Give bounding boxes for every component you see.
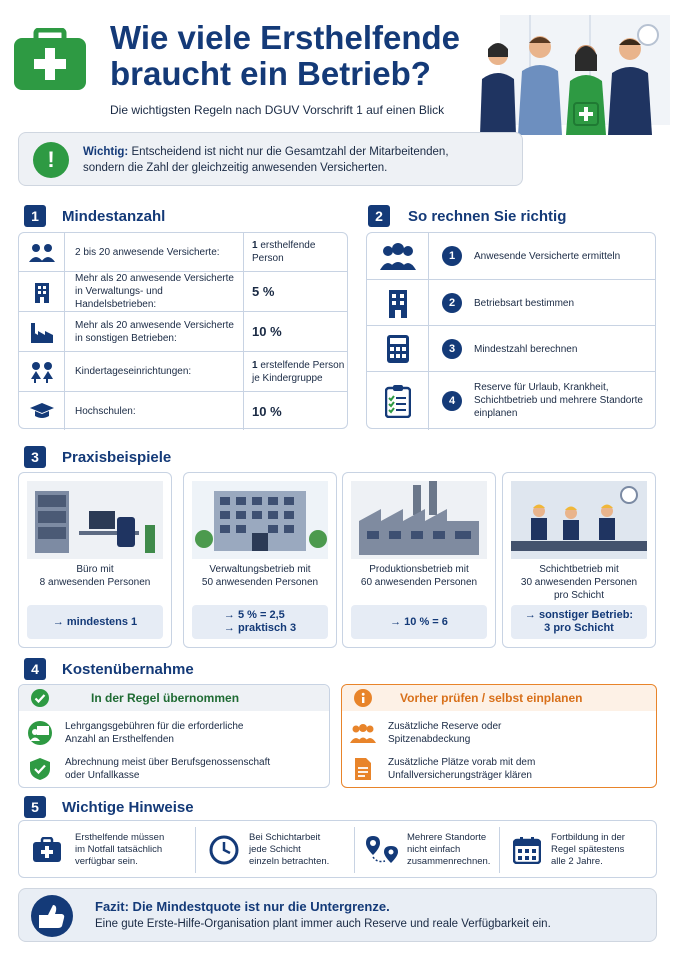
- example-shift-work: Schichtbetrieb mit 30 anwesenden Personen pro Schicht → sonstiger Betrieb: 3 pro Schicht: [502, 472, 656, 648]
- people-illustration: [470, 15, 670, 135]
- info-icon: [342, 689, 384, 707]
- office-illustration: [27, 481, 163, 559]
- list-item: 1 Anwesende Versicherte ermitteln: [367, 233, 655, 279]
- section-4-number: 4: [24, 658, 46, 680]
- first-aid-kit-icon: [19, 837, 75, 863]
- children-icon: [19, 352, 65, 391]
- list-item: Mehrere Standorte nicht einfach zusammenrechnen.: [357, 821, 507, 879]
- table-row: Mehr als 20 anwesende Versicherte in Verwaltungs- und Handelsbetrieben: 5 %: [19, 271, 347, 311]
- list-item: Bei Schichtarbeit jede Schicht einzeln betrachten.: [199, 821, 359, 879]
- administration-building-illustration: [192, 481, 328, 559]
- table-row: Mehr als 20 anwesende Versicherte in sonstigen Betrieben: 10 %: [19, 311, 347, 351]
- table-row: 2 bis 20 anwesende Versicherte: 1 ersthelfende Person: [19, 233, 347, 271]
- check-circle-icon: [19, 689, 61, 707]
- section-5-title: Wichtige Hinweise: [62, 799, 194, 816]
- thumbs-up-icon: [31, 895, 73, 937]
- example-result: → 10 % = 6: [351, 605, 487, 639]
- section-1-title: Mindestanzahl: [62, 208, 166, 225]
- example-result: → mindestens 1: [27, 605, 163, 639]
- conclusion-box: [18, 888, 657, 942]
- hints-box: [18, 820, 657, 878]
- list-item: Fortbildung in der Regel spätestens alle 2 Jahre.: [503, 821, 653, 879]
- minimum-table: [18, 232, 348, 429]
- people-icon: [19, 233, 65, 271]
- calendar-icon: [503, 836, 551, 864]
- graduation-cap-icon: [19, 392, 65, 430]
- check-beforehand-box: Vorher prüfen / selbst einplanen Zusätzliche Reserve oder Spitzenabdeckung Zusätzliche Plätze vorab mit dem Unfallversicherungsträger klären: [341, 684, 657, 788]
- page-title: Wie viele Ersthelfende braucht ein Betrieb?: [110, 19, 460, 92]
- list-item: Lehrgangsgebühren für die erforderliche Anzahl an Ersthelfenden: [19, 715, 329, 751]
- section-1-number: 1: [24, 205, 46, 227]
- section-2-number: 2: [368, 205, 390, 227]
- example-result: → 5 % = 2,5 → praktisch 3: [192, 605, 328, 639]
- section-3-number: 3: [24, 446, 46, 468]
- exclamation-icon: !: [33, 142, 69, 178]
- example-office: Büro mit 8 anwesenden Personen → mindestens 1: [18, 472, 172, 648]
- factory-icon: [19, 312, 65, 351]
- important-notice: ! Wichtig: Entscheidend ist nicht nur die Gesamtzahl der Mitarbeitenden, sondern die Zahl der gleichzeitig anwesenden Versicherten.: [18, 132, 523, 186]
- training-icon: [19, 721, 61, 745]
- list-item: 3 Mindestzahl berechnen: [367, 325, 655, 371]
- office-building-icon: [19, 272, 65, 311]
- notice-label: Wichtig:: [83, 146, 129, 158]
- people-icon: [367, 233, 429, 279]
- conclusion-text: Eine gute Erste-Hilfe-Organisation plant immer auch Reserve und reale Verfügbarkeit ein.: [95, 918, 551, 930]
- list-item: Zusätzliche Plätze vorab mit dem Unfallversicherungsträger klären: [342, 751, 656, 787]
- document-icon: [342, 757, 384, 781]
- factory-illustration: [351, 481, 487, 559]
- steps-list: [366, 232, 656, 429]
- location-pin-icon: [357, 835, 407, 865]
- example-result: → sonstiger Betrieb: 3 pro Schicht: [511, 605, 647, 639]
- section-3-title: Praxisbeispiele: [62, 449, 172, 466]
- group-icon: [342, 723, 384, 743]
- conclusion-title: Fazit: Die Mindestquote ist nur die Untergrenze.: [95, 899, 390, 914]
- list-item: 4 Reserve für Urlaub, Krankheit, Schichtbetrieb und mehrere Standorte einplanen: [367, 371, 655, 430]
- shield-check-icon: [19, 757, 61, 781]
- list-item: Ersthelfende müssen im Notfall tatsächlich verfügbar sein.: [19, 821, 189, 879]
- example-administration: Verwaltungsbetrieb mit 50 anwesenden Personen → 5 % = 2,5 → praktisch 3: [183, 472, 337, 648]
- costs-covered-box: In der Regel übernommen Lehrgangsgebühren für die erforderliche Anzahl an Ersthelfenden Abrechnung meist über Berufsgenossenschaft oder Unfallkasse: [18, 684, 330, 788]
- section-4-title: Kostenübernahme: [62, 661, 194, 678]
- list-item: Zusätzliche Reserve oder Spitzenabdeckung: [342, 715, 656, 751]
- section-2-title: So rechnen Sie richtig: [408, 208, 567, 225]
- first-aid-kit-icon: [12, 28, 88, 92]
- example-production: Produktionsbetrieb mit 60 anwesenden Personen → 10 % = 6: [342, 472, 496, 648]
- calculator-icon: [367, 326, 429, 371]
- list-item: Abrechnung meist über Berufsgenossenschaft oder Unfallkasse: [19, 751, 329, 787]
- office-building-icon: [367, 280, 429, 325]
- table-row: Kindertageseinrichtungen: 1 erstelfende Person je Kindergruppe: [19, 351, 347, 391]
- page-subtitle: Die wichtigsten Regeln nach DGUV Vorschrift 1 auf einen Blick: [110, 103, 445, 117]
- list-item: 2 Betriebsart bestimmen: [367, 279, 655, 325]
- section-5-number: 5: [24, 796, 46, 818]
- clipboard-icon: [367, 372, 429, 430]
- shift-workers-illustration: [511, 481, 647, 559]
- clock-icon: [199, 835, 249, 865]
- table-row: Hochschulen: 10 %: [19, 391, 347, 430]
